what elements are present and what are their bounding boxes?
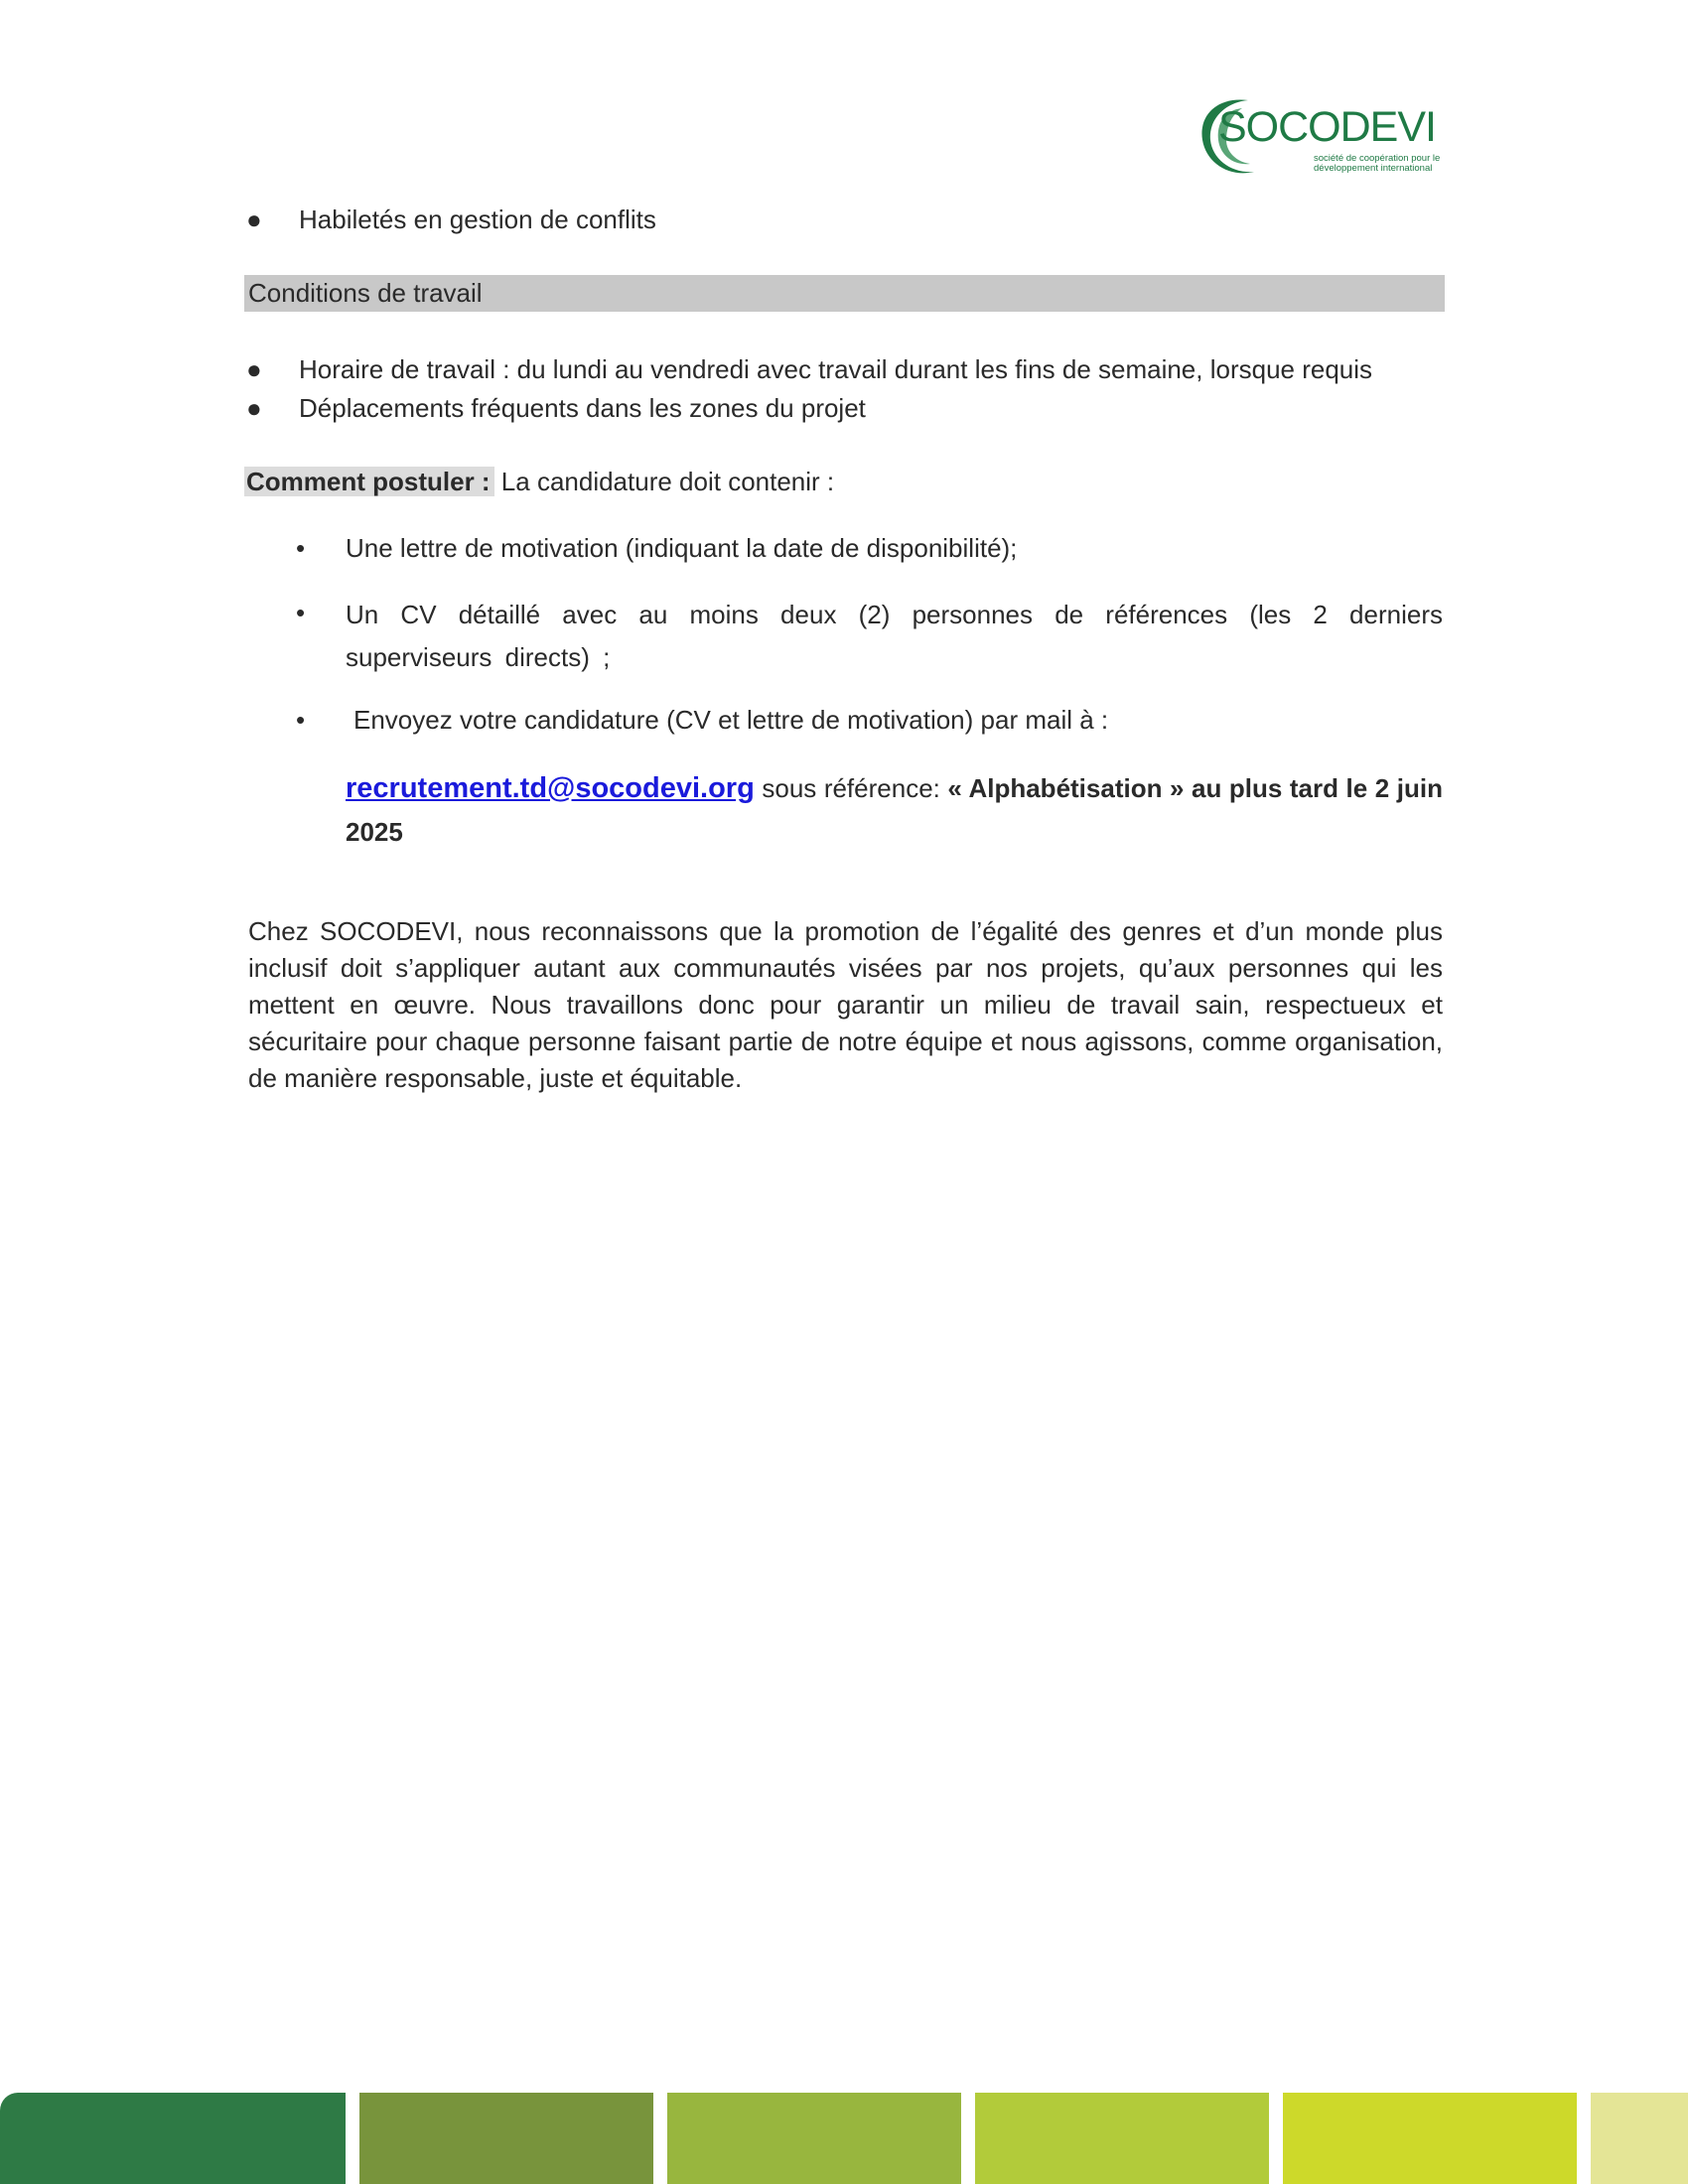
list-item: [296, 529, 1443, 567]
list-item: [246, 389, 1443, 427]
bullet-icon: ●: [246, 393, 262, 423]
logo-tagline-line-2: développement international: [1314, 163, 1433, 174]
closing-paragraph: Chez SOCODEVI, nous reconnaissons que la promotion de l’égalité des genres et d’un monde plus inclusif doit s’appliquer autant aux communautés visées par nos projets, qu’aux personnes qui les mettent en œuvre. Nous travaillons donc pour garantir un milieu de travail sain, respectueux et sécuritaire pour chaque personne faisant partie de notre équipe et nous agissons, comme organisation, de manière responsable, juste et équitable.: [248, 916, 1443, 1093]
logo-wordmark: SOCODEVI: [1218, 103, 1436, 151]
footer-bar: [667, 2093, 961, 2184]
logo-tagline: [1314, 154, 1440, 174]
apply-intro: [246, 463, 834, 500]
socodevi-logo: [1196, 94, 1445, 179]
list-item: [246, 201, 1443, 238]
list-item-text: Envoyez votre candidature (CV et lettre de motivation) par mail à :: [353, 705, 1109, 735]
reference-prefix: sous référence:: [754, 773, 948, 803]
list-item-text: Horaire de travail : du lundi au vendredi avec travail durant les fins de semaine, lorsque requis: [299, 354, 1373, 384]
bullet-icon: ●: [246, 205, 262, 234]
logo-tagline-line-1: société de coopération pour le: [1314, 153, 1441, 164]
section-heading-text: Conditions de travail: [248, 278, 483, 308]
list-item: [296, 594, 1443, 673]
email-reference: [346, 766, 1443, 854]
bullet-icon: •: [296, 598, 306, 627]
footer-bar: [1283, 2093, 1577, 2184]
list-item-text: Habiletés en gestion de conflits: [299, 205, 656, 234]
section-heading-conditions: [244, 275, 1445, 312]
apply-intro-text: La candidature doit contenir :: [493, 467, 835, 496]
footer-bar: [1591, 2093, 1688, 2184]
footer-color-bars: [0, 2093, 1688, 2184]
list-item-text: Déplacements fréquents dans les zones du projet: [299, 393, 866, 423]
reference-deadline: « Alphabétisation » au plus tard le 2 juin 2025: [346, 773, 1443, 847]
bullet-icon: •: [296, 533, 306, 563]
bullet-icon: ●: [246, 354, 262, 384]
list-item: [246, 350, 1443, 388]
list-item-text: Une lettre de motivation (indiquant la date de disponibilité);: [346, 533, 1018, 563]
list-item: [296, 701, 1443, 739]
footer-bar: [359, 2093, 653, 2184]
apply-label: Comment postuler :: [244, 467, 494, 496]
footer-bar: [975, 2093, 1269, 2184]
bullet-icon: •: [296, 705, 306, 735]
list-item-text: Un CV détaillé avec au moins deux (2) personnes de références (les 2 derniers superviseurs directs) ;: [346, 600, 1443, 672]
email-link[interactable]: recrutement.td@socodevi.org: [346, 772, 755, 804]
footer-bar: [0, 2093, 346, 2184]
